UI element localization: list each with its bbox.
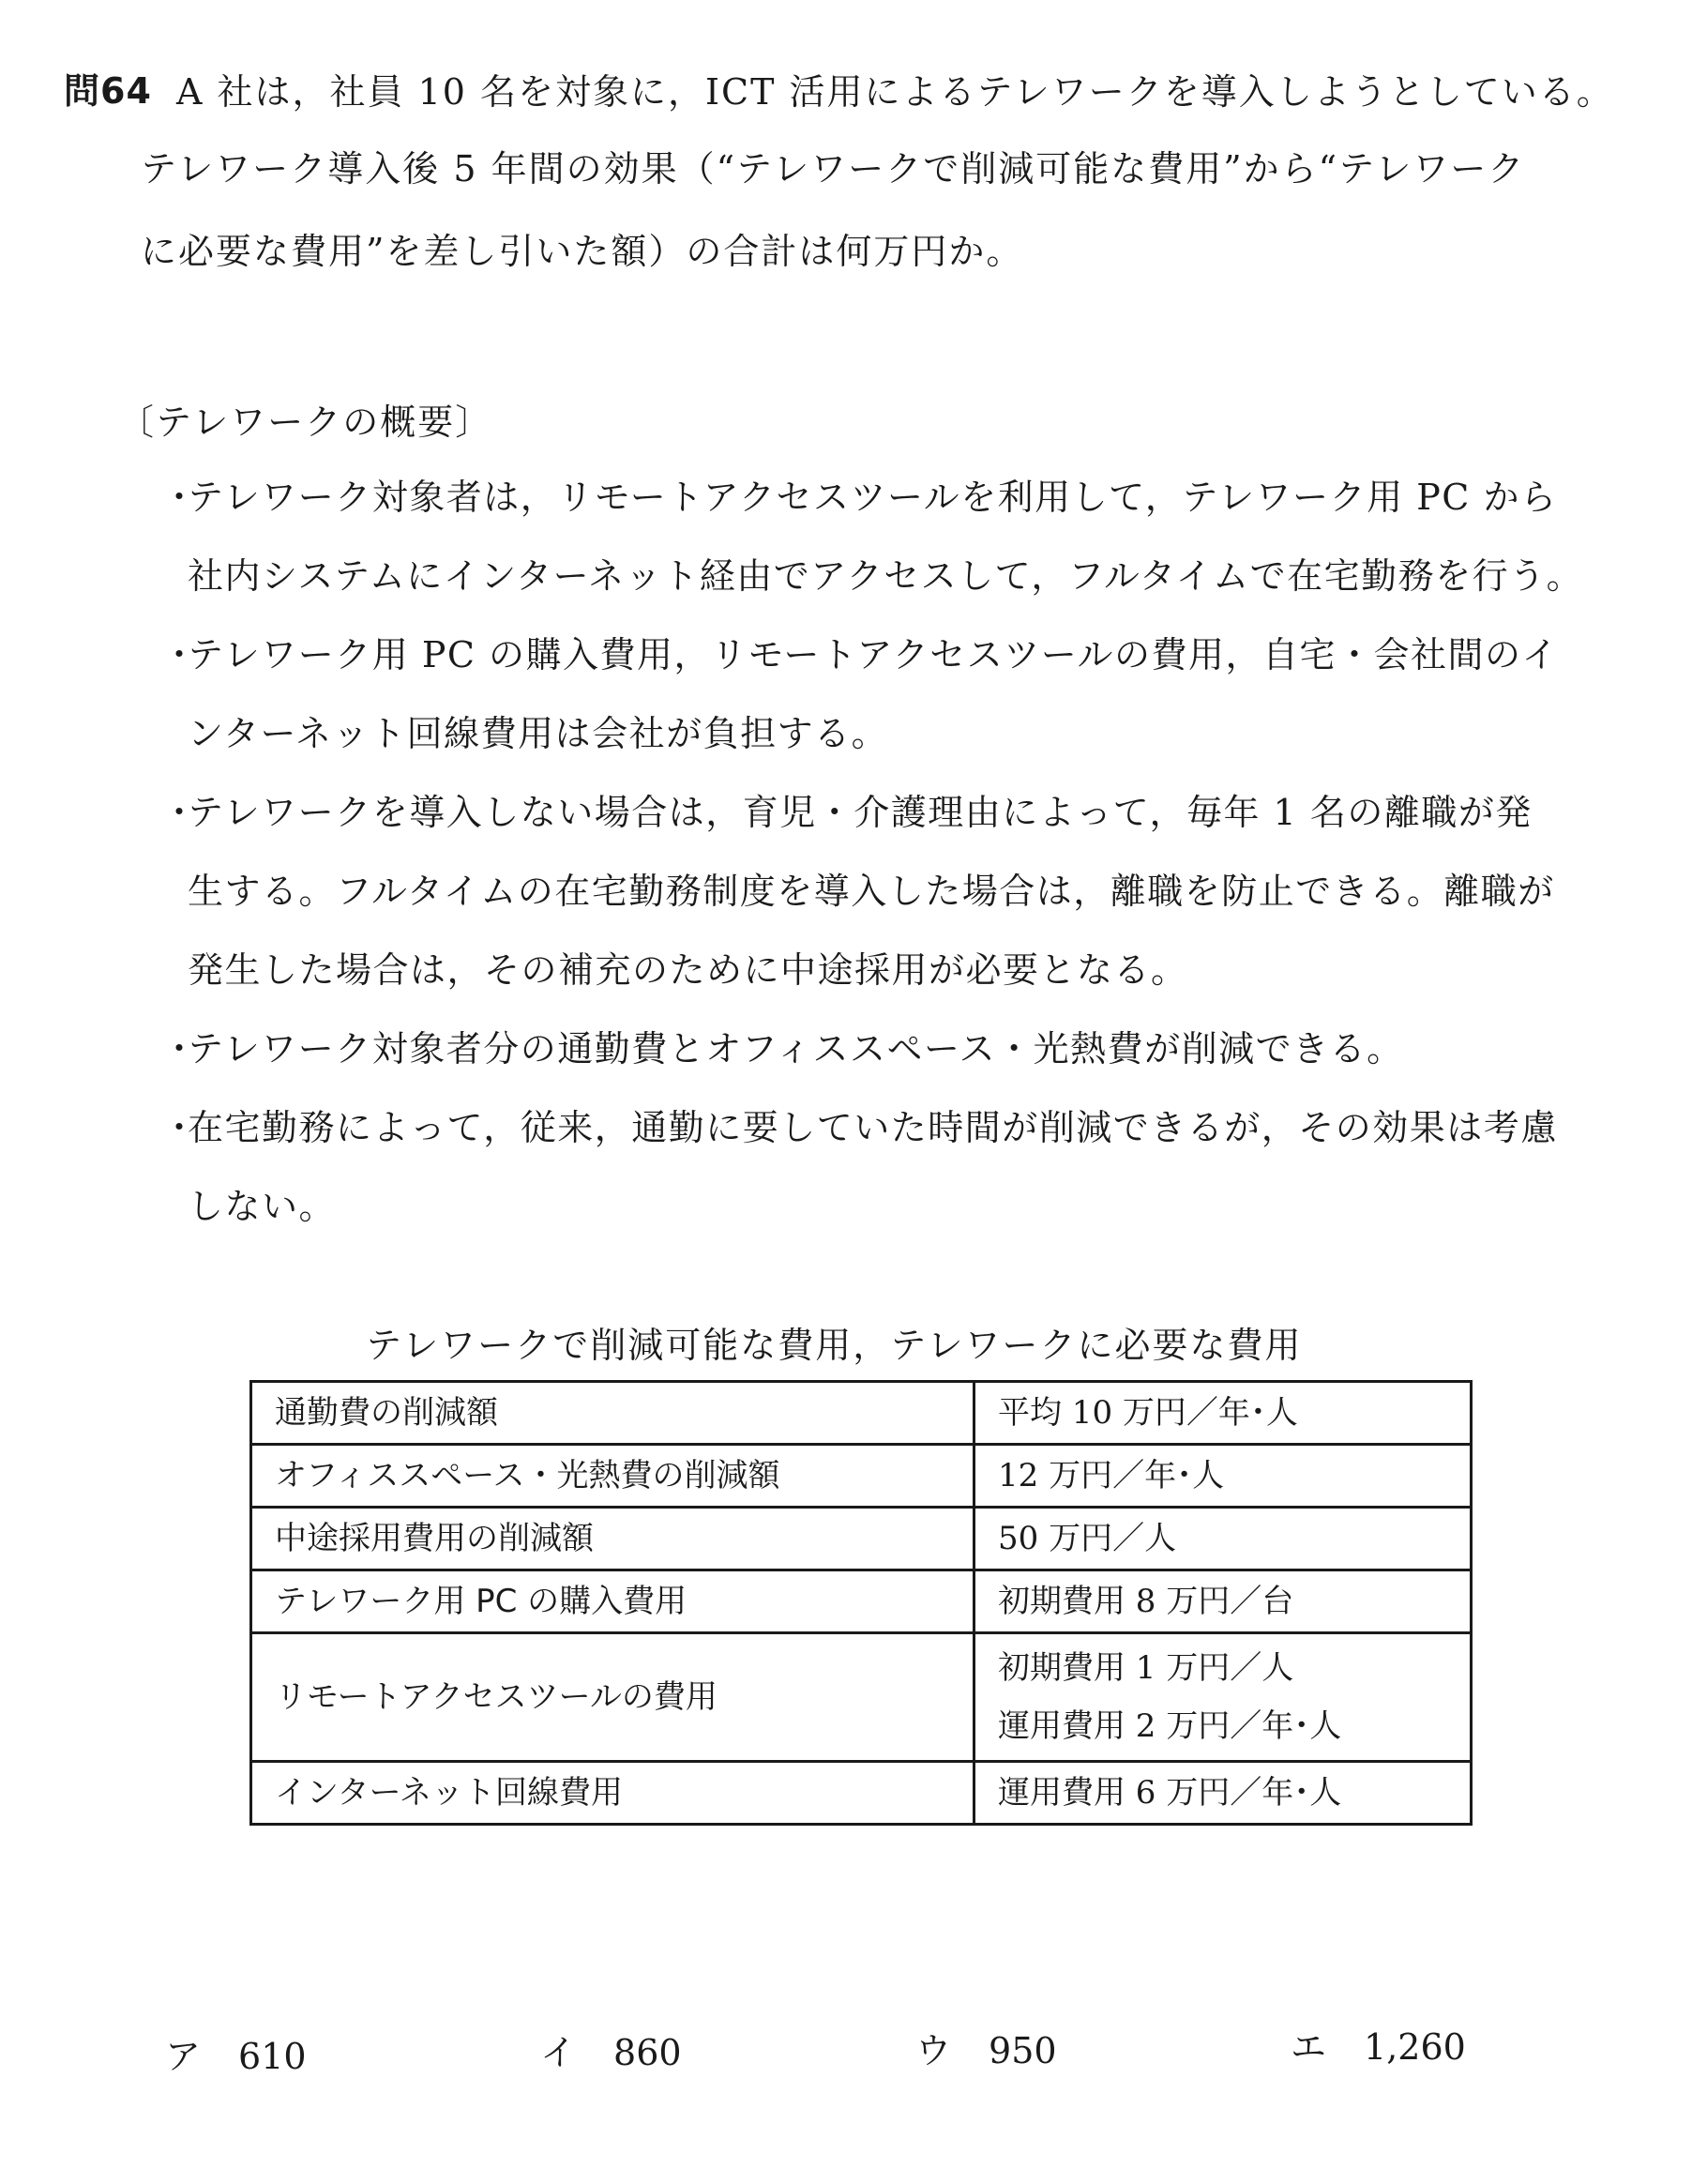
bullet-text-line: 生する。フルタイムの在宅勤務制度を導入した場合は，離職を防止できる。離職が xyxy=(188,871,1555,912)
table-row xyxy=(251,1508,1472,1570)
table-row xyxy=(251,1570,1472,1633)
table-cell-value: 平均 10 万円／年･人 xyxy=(974,1382,1472,1445)
question-text-line: テレワーク導入後 5 年間の効果（“テレワークで削減可能な費用”から“テレワーク xyxy=(141,148,1526,190)
question-text-line: に必要な費用”を差し引いた額）の合計は何万円か。 xyxy=(141,231,1024,272)
choice-letter: ウ xyxy=(915,2030,952,2071)
table-cell-value: 50 万円／人 xyxy=(974,1508,1472,1570)
bullet-text-line: テレワークを導入しない場合は，育児・介護理由によって，毎年 1 名の離職が発 xyxy=(188,792,1533,833)
question-number: 問64 xyxy=(64,70,152,112)
table-cell-value: 初期費用 8 万円／台 xyxy=(974,1570,1472,1633)
table-cell-value: 12 万円／年･人 xyxy=(974,1445,1472,1508)
table-row xyxy=(251,1445,1472,1508)
answer-choice-a[interactable] xyxy=(165,2036,307,2077)
choice-value: 610 xyxy=(238,2036,307,2077)
choice-letter: イ xyxy=(540,2032,577,2073)
bullet-mark: ・ xyxy=(161,1028,198,1069)
bullet-text-line: テレワーク用 PC の購入費用，リモートアクセスツールの費用，自宅・会社間のイ xyxy=(188,634,1559,675)
table-row xyxy=(251,1382,1472,1445)
table-cell-item: テレワーク用 PC の購入費用 xyxy=(251,1570,974,1633)
bullet-text-line: 社内システムにインターネット経由でアクセスして，フルタイムで在宅勤務を行う。 xyxy=(188,555,1584,597)
table-cell-value: 運用費用 6 万円／年･人 xyxy=(974,1762,1472,1825)
bullet-text-line: テレワーク対象者は，リモートアクセスツールを利用して，テレワーク用 PC から xyxy=(188,477,1558,518)
table-cell-value xyxy=(974,1633,1472,1762)
choice-letter: ア xyxy=(165,2036,202,2077)
bullet-mark: ・ xyxy=(161,634,198,675)
table-cell-value-line: 運用費用 2 万円／年･人 xyxy=(998,1707,1342,1745)
table-row xyxy=(251,1762,1472,1825)
table-cell-value-line: 初期費用 1 万円／人 xyxy=(998,1649,1294,1687)
choice-value: 860 xyxy=(613,2032,682,2073)
bullet-mark: ・ xyxy=(161,1107,198,1148)
table-title: テレワークで削減可能な費用，テレワークに必要な費用 xyxy=(366,1325,1303,1366)
table-cell-item: リモートアクセスツールの費用 xyxy=(251,1633,974,1762)
bullet-mark: ・ xyxy=(161,792,198,833)
table-cell-item: インターネット回線費用 xyxy=(251,1762,974,1825)
answer-choice-u[interactable] xyxy=(915,2030,1057,2071)
table-cell-item: 中途採用費用の削減額 xyxy=(251,1508,974,1570)
bullet-text-line: テレワーク対象者分の通勤費とオフィススペース・光熱費が削減できる。 xyxy=(188,1028,1404,1069)
cost-table xyxy=(249,1380,1473,1826)
table-cell-item: 通勤費の削減額 xyxy=(251,1382,974,1445)
answer-choice-i[interactable] xyxy=(540,2032,682,2073)
choice-value: 1,260 xyxy=(1364,2026,1466,2068)
question-text-line: A 社は，社員 10 名を対象に，ICT 活用によるテレワークを導入しようとしている。 xyxy=(176,71,1614,113)
bullet-mark: ・ xyxy=(161,477,198,518)
table-cell-item: オフィススペース・光熱費の削減額 xyxy=(251,1445,974,1508)
bullet-text-line: ンターネット回線費用は会社が負担する。 xyxy=(188,713,889,754)
bullet-text-line: 在宅勤務によって，従来，通勤に要していた時間が削減できるが，その効果は考慮 xyxy=(188,1107,1558,1148)
answer-choice-e[interactable] xyxy=(1291,2026,1466,2068)
choice-value: 950 xyxy=(989,2030,1057,2071)
bullet-text-line: 発生した場合は，その補充のために中途採用が必要となる。 xyxy=(188,949,1188,991)
bullet-text-line: しない。 xyxy=(188,1186,337,1227)
table-row xyxy=(251,1633,1472,1762)
overview-title: 〔テレワークの概要〕 xyxy=(118,402,493,443)
choice-letter: エ xyxy=(1291,2026,1327,2068)
